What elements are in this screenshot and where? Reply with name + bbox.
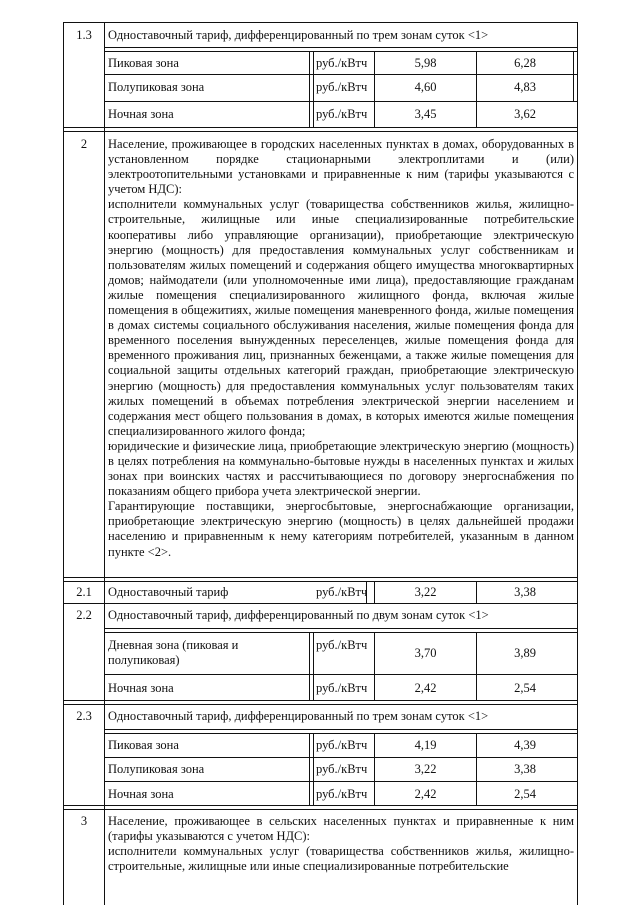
zone-label: Дневная зона (пиковая и [108,638,239,652]
zone-label: Пиковая зона [108,738,179,752]
paragraph: Гарантирующие поставщики, энергосбытовые, энергоснабжающие организации, приобретающие электрическую энергию (мощность) в целях дальнейшей продажи населению и приравненным к нему категориям потребителей, указанным в данном пункте <2>. [108,499,574,559]
zone-label: Ночная зона [108,107,174,121]
row-number: 2.3 [76,709,92,723]
unit-label: руб./кВтч [316,638,368,652]
tariff-value: 3,62 [514,107,536,121]
unit-label: руб./кВтч [316,56,368,70]
paragraph: Население, проживающее в городских населенных пунктах в домах, оборудованных в установленном порядке стационарными электроплитами и (или) электроотопительными установками и приравненные к ним (тарифы указываются с учетом НДС): [108,137,574,197]
tariff-value: 3,38 [514,585,536,599]
tariff-value: 3,38 [514,762,536,776]
unit-label: руб./кВтч [316,107,368,121]
tariff-value: 2,54 [514,787,536,801]
tariff-value: 4,39 [514,738,536,752]
tariff-value: 2,54 [514,681,536,695]
row-number: 2 [80,137,88,151]
zone-label: полупиковая) [108,653,180,667]
row-number: 1.3 [76,28,92,42]
tariff-label: Одноставочный тариф [108,585,229,599]
paragraph: Население, проживающее в сельских населенных пунктах и приравненные к ним (тарифы указываются с учетом НДС): [108,814,574,844]
row-title: Одноставочный тариф, дифференцированный по двум зонам суток <1> [108,608,489,622]
unit-label: руб./кВтч [316,681,368,695]
paragraph: юридические и физические лица, приобретающие электрическую энергию (мощность) в целях потребления на коммунально-бытовые нужды в населенных пунктах и жилых зонах при воинских частях и рассчитывающиеся по договору энергоснабжения по показаниям общего прибора учета электрической энергии. [108,438,574,499]
unit-label: руб./кВтч [316,762,368,776]
row-number: 3 [80,814,88,828]
row-description [108,814,574,874]
tariff-value: 3,22 [414,585,437,599]
row-description [108,137,574,560]
row-title: Одноставочный тариф, дифференцированный по трем зонам суток <1> [108,709,489,723]
tariff-value: 3,89 [514,646,536,660]
unit-label: руб./кВтч [316,80,368,94]
tariff-value: 3,22 [414,762,437,776]
unit-label: руб./кВтч [316,787,368,801]
zone-label: Полупиковая зона [108,80,205,94]
zone-label: Пиковая зона [108,56,179,70]
tariff-value: 4,19 [414,738,437,752]
zone-label: Ночная зона [108,787,174,801]
tariff-value: 5,98 [414,56,437,70]
unit-label: руб./кВтч [316,585,368,599]
tariff-value: 4,83 [514,80,536,94]
tariff-value: 2,42 [414,787,437,801]
tariff-value: 3,70 [414,646,437,660]
row-number: 2.1 [76,585,92,599]
paragraph: исполнители коммунальных услуг (товарищества собственников жилья, жилищно-строительные, жилищные или иные специализированные потребительские [108,844,574,874]
row-number: 2.2 [76,608,92,622]
tariff-value: 3,45 [414,107,437,121]
tariff-value: 4,60 [414,80,437,94]
zone-label: Полупиковая зона [108,762,205,776]
unit-label: руб./кВтч [316,738,368,752]
row-title: Одноставочный тариф, дифференцированный по трем зонам суток <1> [108,28,489,42]
tariff-value: 6,28 [514,56,536,70]
tariff-value: 2,42 [414,681,437,695]
paragraph: исполнители коммунальных услуг (товарищества собственников жилья, жилищно-строительные, жилищные или иные специализированные потребительские кооперативы либо управляющие организации), приобретающие электрическую энергию (мощность) для предоставления коммунальных услуг собственникам и пользователям жилых помещений и содержания общего имущества многоквартирных домов; наймодатели (или уполномоченные ими лица), предоставляющие гражданам жилые помещения специализированного жилищного фонда, включая жилые помещения в общежитиях, жилые помещения маневренного фонда, жилые помещения в домах системы социального обслуживания населения, жилые помещения фонда для временного поселения вынужденных переселенцев, жилые помещения фонда для временного проживания лиц, признанных беженцами, а также жилые помещения для социальной защиты отдельных категорий граждан, приобретающие электрическую энергию (мощность) для предоставления коммунальных услуг пользователям таких жилых помещений в объемах потребления электрической энергии населением и содержания мест общего пользования в домах, в которых имеются жилые помещения специализированного жилого фонда; [108,197,574,438]
zone-label: Ночная зона [108,681,174,695]
